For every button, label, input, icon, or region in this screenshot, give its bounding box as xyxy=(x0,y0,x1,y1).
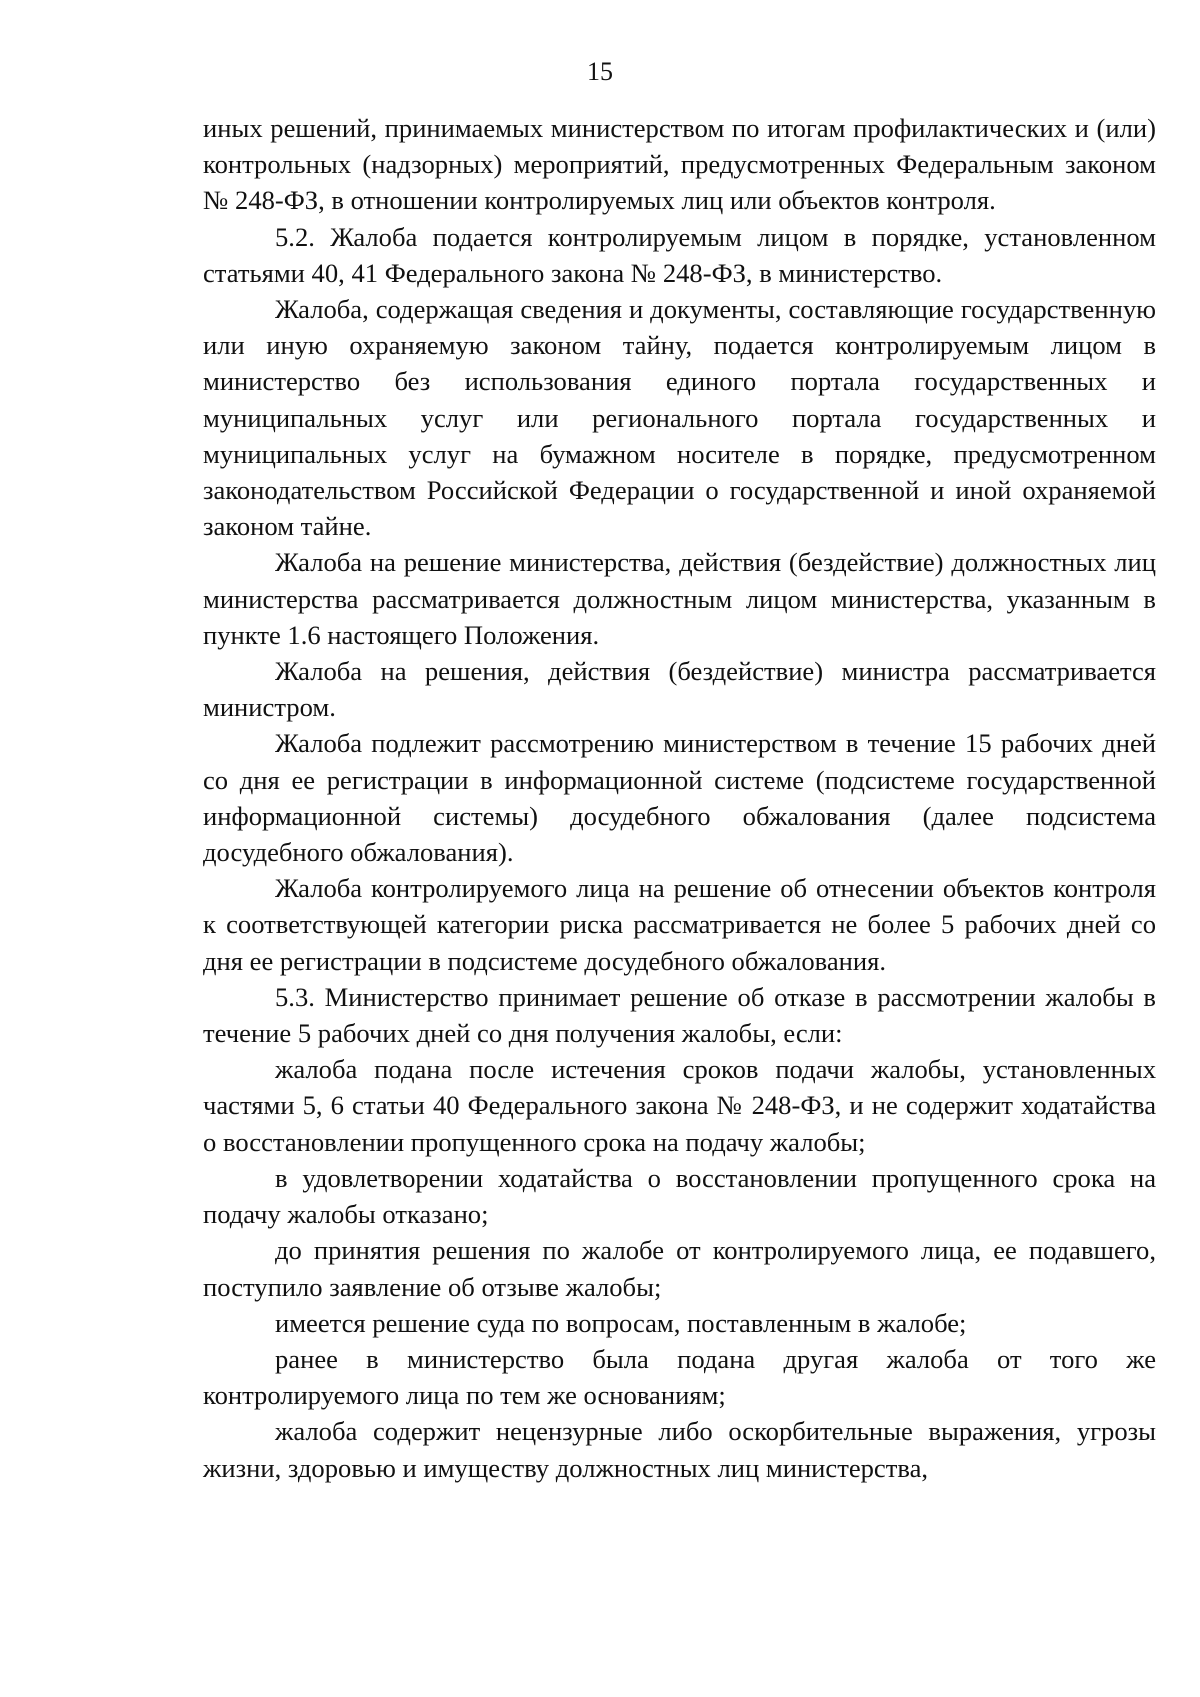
list-item: жалоба содержит нецензурные либо оскорбительные выражения, угрозы жизни, здоровью и имуществу должностных лиц министерства, xyxy=(203,1416,1156,1483)
paragraph: Жалоба на решение министерства, действия (бездействие) должностных лиц министерства рассматривается должностным лицом министерства, указанным в пункте 1.6 настоящего Положения. xyxy=(203,547,1156,650)
paragraph-continuation: иных решений, принимаемых министерством по итогам профилактических и (или) контрольных (надзорных) мероприятий, предусмотренных Федеральным законом № 248-ФЗ, в отношении контролируемых лиц или объектов контроля. xyxy=(203,113,1156,216)
list-item: ранее в министерство была подана другая жалоба от того же контролируемого лица по тем же основаниям; xyxy=(203,1343,1156,1411)
page-number: 15 xyxy=(587,57,613,86)
list-item: имеется решение суда по вопросам, поставленным в жалобе; xyxy=(275,1307,967,1338)
list-item: до принятия решения по жалобе от контролируемого лица, ее подавшего, поступило заявление об отзыве жалобы; xyxy=(203,1235,1156,1302)
paragraph: Жалоба подлежит рассмотрению министерством в течение 15 рабочих дней со дня ее регистрации в информационной системе (подсистеме государственной информационной системы) досудебного обжалования (далее подсистема досудебного обжалования). xyxy=(203,728,1156,868)
list-item: жалоба подана после истечения сроков подачи жалобы, установленных частями 5, 6 статьи 40 Федерального закона № 248-ФЗ, и не содержит ходатайства о восстановлении пропущенного срока на подачу жалобы; xyxy=(203,1054,1156,1157)
paragraph-5-2: 5.2. Жалоба подается контролируемым лицом в порядке, установленном статьями 40, 41 Федерального закона № 248-ФЗ, в министерство. xyxy=(203,221,1156,288)
paragraph-5-3: 5.3. Министерство принимает решение об отказе в рассмотрении жалобы в течение 5 рабочих дней со дня получения жалобы, если: xyxy=(203,981,1156,1049)
paragraph: Жалоба, содержащая сведения и документы, составляющие государственную или иную охраняемую законом тайну, подается контролируемым лицом в министерство без использования единого портала государственных и муниципальных услуг или регионального портала государственных и муниципальных услуг на бумажном носителе в порядке, предусмотренном законодательством Российской Федерации о государственной и иной охраняемой законом тайне. xyxy=(203,294,1156,542)
list-item: в удовлетворении ходатайства о восстановлении пропущенного срока на подачу жалобы отказано; xyxy=(203,1162,1156,1230)
paragraph: Жалоба на решения, действия (бездействие) министра рассматривается министром. xyxy=(203,656,1156,723)
document-body xyxy=(203,110,1156,1486)
paragraph: Жалоба контролируемого лица на решение об отнесении объектов контроля к соответствующей категории риска рассматривается не более 5 рабочих дней со дня ее регистрации в подсистеме досудебного обжалования. xyxy=(203,873,1156,976)
